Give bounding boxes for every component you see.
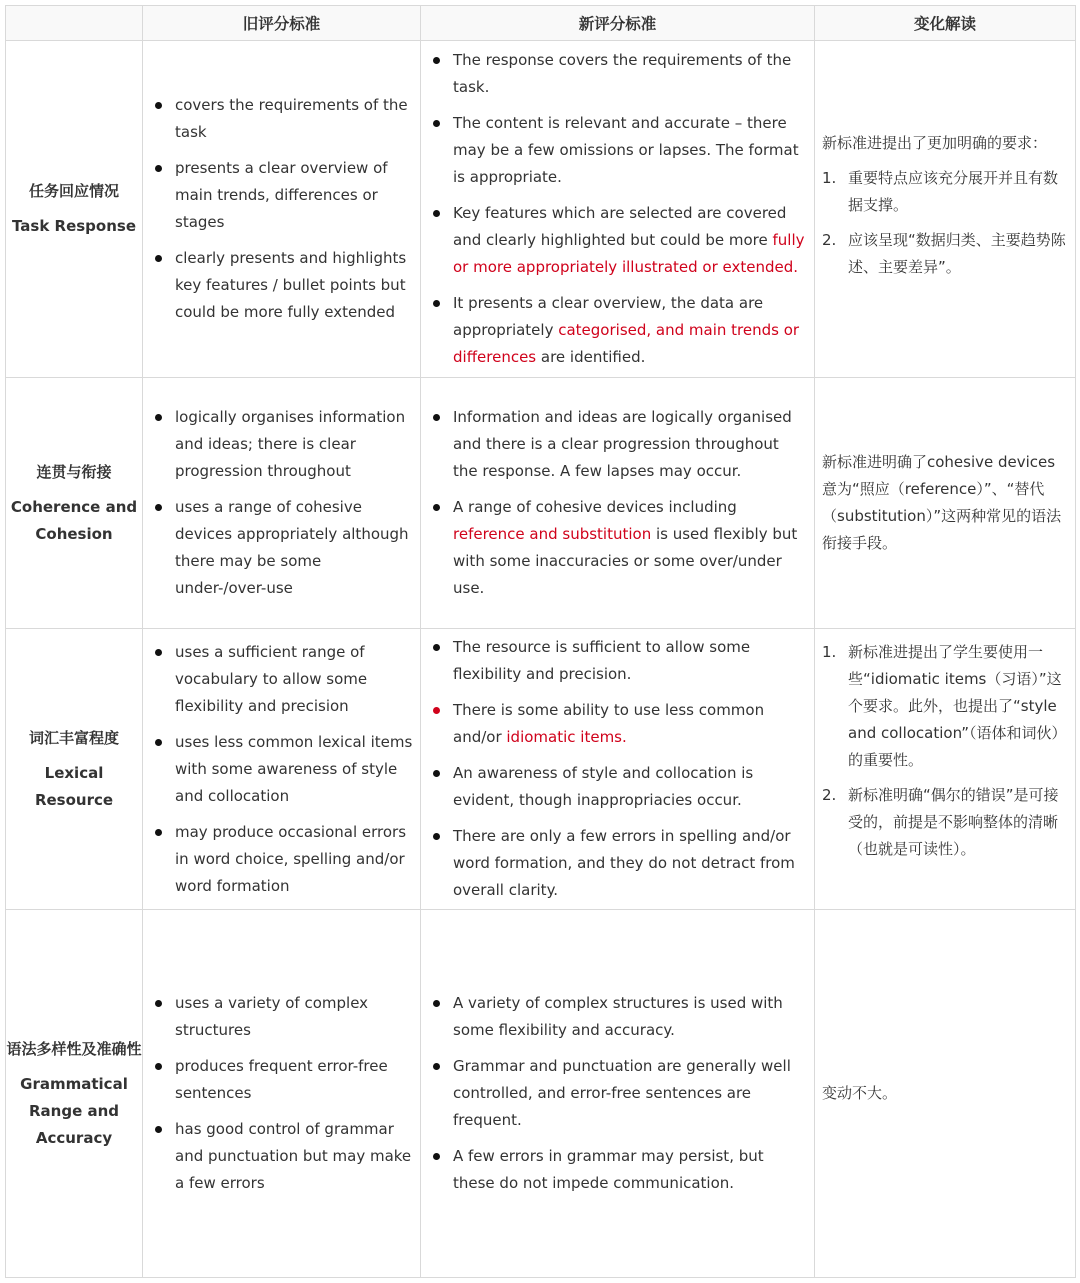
bullet-text: are identified. [536,348,646,366]
list-item [421,110,808,191]
list-item [143,729,414,810]
list-item [421,290,808,371]
category-en: Lexical Resource [34,763,114,809]
list-item [421,200,808,281]
bullet-text: uses a sufficient range of vocabulary to allow some flexibility and precision [175,642,368,715]
bullet-text: Key features which are selected are covered and clearly highlighted but could be more [453,204,787,249]
analysis-cell [815,629,1076,910]
bullet-text: There is some ability to use less common and/or [453,701,765,746]
bullet-text: An awareness of style and collocation is evident, though inappropriacies occur. [453,764,754,809]
category-cell [6,629,143,910]
bullet-text: has good control of grammar and punctuation but may make a few errors [175,1120,412,1192]
table-row [6,378,1076,629]
list-item [421,823,808,904]
analysis-text: 应该呈现“数据归类、主要趋势陈述、主要差异”。 [848,230,1066,276]
bullet-text: may produce occasional errors in word choice, spelling and/or word formation [175,822,407,895]
list-item [421,760,808,814]
table-row [6,910,1076,1278]
old-criteria-cell [143,41,421,378]
bullet-text: Grammar and punctuation are generally well controlled, and error-free sentences are frequent. [453,1057,791,1129]
list-item: 2. 应该呈现“数据归类、主要趋势陈述、主要差异”。 [822,230,1066,276]
list-item [421,404,808,485]
bullet-text: uses a range of cohesive devices appropriately although there may be some under-/over-use [175,498,409,597]
list-item [143,245,414,326]
analysis-text: 新标准进提出了学生要使用一些“idiomatic items（习语）”这个要求。此外，也提出了“style and collocation”（语体和词伙）的重要性。 [848,643,1067,769]
table-row [6,41,1076,378]
category-cell [6,41,143,378]
old-criteria-cell [143,378,421,629]
bullet-text: is used flexibly but with some inaccuracies or some over/under use. [453,525,798,597]
category-cell [6,378,143,629]
category-zh: 任务回应情况 [28,182,119,200]
list-item [143,990,414,1044]
analysis-cell [815,41,1076,378]
bullet-text: uses less common lexical items with some awareness of style and collocation [175,732,413,805]
analysis-intro: 变动不大。 [822,1084,898,1102]
header-analysis: 变化解读 [815,6,1076,41]
bullet-text: The resource is sufficient to allow some flexibility and precision. [453,638,751,683]
list-item [143,404,414,485]
highlight-text: reference and substitution [453,525,652,543]
list-item [143,819,414,900]
list-item: 1. 新标准进提出了学生要使用一些“idiomatic items（习语）”这个要求。此外，也提出了“style and collocation”（语体和词伙）的重要性。 [822,643,1067,769]
list-item [421,697,808,751]
bullet-text: clearly presents and highlights key features / bullet points but could be more fully extended [175,249,407,321]
list-item [143,1053,414,1107]
bullet-text: Information and ideas are logically organised and there is a clear progression throughout the response. A few lapses may occur. [453,408,792,480]
category-en: Task Response [11,217,137,235]
header-old-criteria: 旧评分标准 [143,6,421,41]
list-item: 1. 重要特点应该充分展开并且有数据支撑。 [822,168,1059,214]
bullet-text: The response covers the requirements of the task. [453,51,792,96]
analysis-text: 新标准明确“偶尔的错误”是可接受的，前提是不影响整体的清晰（也就是可读性）。 [848,786,1059,858]
analysis-intro: 新标准进明确了cohesive devices意为“照应（reference）”、“替代（substitution）”这两种常见的语法衔接手段。 [822,453,1062,552]
list-item [143,494,414,602]
list-item: 2. 新标准明确“偶尔的错误”是可接受的，前提是不影响整体的清晰（也就是可读性）。 [822,786,1059,858]
bullet-text: There are only a few errors in spelling and/or word formation, and they do not detract from overall clarity. [453,827,795,899]
old-criteria-cell [143,629,421,910]
highlight-text: categorised, and main trends or differences [453,321,800,366]
new-criteria-cell [421,629,815,910]
old-criteria-cell [143,910,421,1278]
list-item [421,634,808,688]
category-zh: 连贯与衔接 [36,462,112,481]
criteria-comparison-table [5,5,1076,1278]
bullet-text: covers the requirements of the task [175,96,408,141]
list-item [421,990,808,1044]
list-item [421,47,808,101]
header-new-criteria: 新评分标准 [421,6,815,41]
analysis-text: 重要特点应该充分展开并且有数据支撑。 [848,168,1059,214]
list-item [143,1116,414,1197]
list-item [143,155,414,236]
category-cell [6,910,143,1278]
category-zh: 词汇丰富程度 [28,728,119,747]
header-row [6,6,1076,41]
bullet-text: uses a variety of complex structures [175,994,369,1039]
bullet-text: produces frequent error-free sentences [175,1057,388,1102]
analysis-cell [815,910,1076,1278]
list-item [421,1143,808,1197]
list-item [143,639,414,720]
analysis-cell [815,378,1076,629]
category-en: Grammatical Range and Accuracy [20,1074,128,1147]
list-item [421,1053,808,1134]
category-en: Coherence and Cohesion [10,497,138,543]
highlight-text: fully or more appropriately illustrated or extended. [453,231,805,276]
table-row [6,629,1076,910]
bullet-text: It presents a clear overview, the data are appropriately [453,294,764,339]
list-item [421,494,808,602]
bullet-text: logically organises information and ideas; there is clear progression throughout [175,408,406,480]
highlight-text: idiomatic items. [506,728,627,746]
new-criteria-cell [421,378,815,629]
bullet-text: A variety of complex structures is used with some flexibility and accuracy. [453,994,783,1039]
bullet-text: A few errors in grammar may persist, but these do not impede communication. [453,1147,764,1192]
list-item [143,92,414,146]
bullet-text: The content is relevant and accurate – there may be a few omissions or lapses. The format is appropriate. [453,114,799,186]
header-empty [6,6,143,41]
analysis-intro: 新标准进提出了更加明确的要求： [822,133,1048,152]
bullet-text: presents a clear overview of main trends, differences or stages [175,159,388,231]
new-criteria-cell [421,910,815,1278]
category-zh: 语法多样性及准确性 [6,1039,142,1058]
bullet-text: A range of cohesive devices including [453,498,737,516]
new-criteria-cell [421,41,815,378]
